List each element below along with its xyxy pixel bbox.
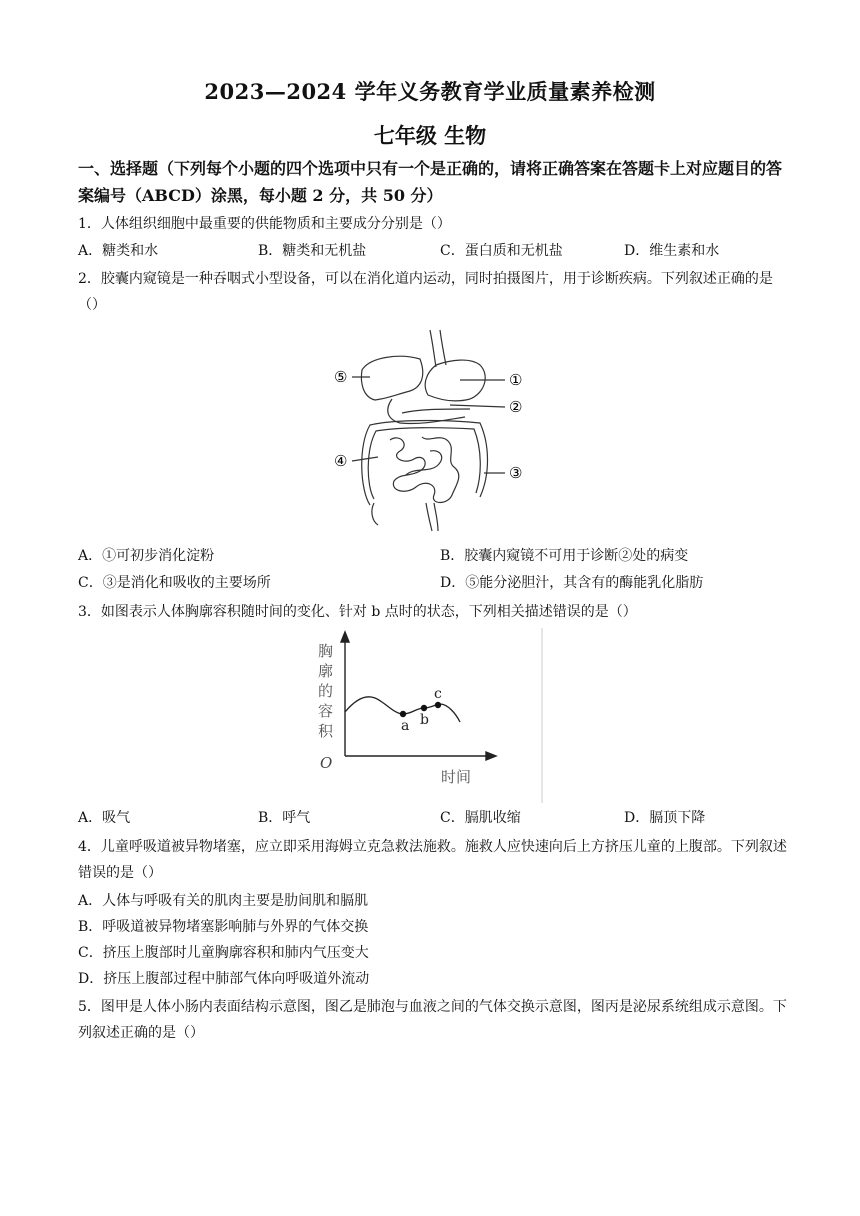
ylabel-c3: 的 — [318, 682, 334, 700]
point-a-label: a — [401, 718, 410, 734]
q4-option-c[interactable]: C．挤压上腹部时儿童胸廓容积和肺内气压变大 — [78, 945, 369, 961]
label-1: ① — [509, 371, 523, 389]
q1-option-c[interactable]: C．蛋白质和无机盐 — [440, 243, 563, 259]
q2-option-a[interactable]: A．①可初步消化淀粉 — [78, 548, 215, 564]
question-2-stem: 2．胶囊内窥镜是一种吞咽式小型设备，可以在消化道内运动，同时拍摄图片，用于诊断疾病。下列叙述正确的是（） — [78, 271, 773, 313]
question-4-stem: 4．儿童呼吸道被异物堵塞，应立即采用海姆立克急救法施救。施救人应快速向后上方挤压儿童的上腹部。下列叙述错误的是（） — [78, 839, 787, 881]
ylabel-c5: 积 — [318, 722, 334, 740]
q3-option-b[interactable]: B．呼气 — [258, 810, 311, 826]
svg-text:胸 廓 的 容 积 — [318, 642, 338, 740]
ylabel-c2: 廓 — [318, 662, 334, 680]
q3-option-c[interactable]: C．膈肌收缩 — [440, 810, 521, 826]
q2-option-b[interactable]: B．胶囊内窥镜不可用于诊断②处的病变 — [440, 548, 689, 564]
q4-option-b[interactable]: B．呼吸道被异物堵塞影响肺与外界的气体交换 — [78, 919, 369, 935]
q2-option-d[interactable]: D．⑤能分泌胆汁，其含有的酶能乳化脂肪 — [440, 575, 704, 591]
point-b-label: b — [420, 712, 429, 728]
ylabel-c1: 胸 — [318, 642, 334, 660]
q1-option-b[interactable]: B．糖类和无机盐 — [258, 243, 367, 259]
ylabel-c4: 容 — [318, 702, 334, 720]
point-c — [435, 702, 441, 708]
q1-option-d[interactable]: D．维生素和水 — [624, 243, 720, 259]
label-5: ⑤ — [334, 368, 348, 386]
point-a — [400, 711, 406, 717]
digestive-system-diagram — [330, 325, 530, 535]
question-3-stem: 3．如图表示人体胸廓容积随时间的变化、针对 b 点时的状态，下列相关描述错误的是（） — [78, 604, 637, 620]
label-2: ② — [509, 398, 523, 416]
q3-option-a[interactable]: A．吸气 — [78, 810, 131, 826]
exam-subtitle: 七年级 生物 — [373, 123, 487, 148]
exam-title: 2023—2024 学年义务教育学业质量素养检测 — [204, 79, 656, 104]
point-c-label: c — [434, 686, 442, 702]
chest-volume-graph — [310, 628, 545, 803]
section-heading: 一、选择题（下列每个小题的四个选项中只有一个是正确的，请将正确答案在答题卡上对应题目的答案编号（ABCD）涂黑，每小题 2 分，共 50 分） — [78, 159, 783, 205]
label-3: ③ — [509, 464, 523, 482]
q4-option-d[interactable]: D．挤压上腹部过程中肺部气体向呼吸道外流动 — [78, 971, 370, 987]
liver-shape — [361, 356, 422, 400]
point-b — [421, 705, 427, 711]
q2-option-c[interactable]: C．③是消化和吸收的主要场所 — [78, 575, 271, 591]
question-1-stem: 1．人体组织细胞中最重要的供能物质和主要成分分别是（） — [78, 216, 451, 232]
q1-option-a[interactable]: A．糖类和水 — [78, 243, 159, 259]
q3-option-d[interactable]: D．膈顶下降 — [624, 810, 706, 826]
label-4: ④ — [334, 452, 348, 470]
origin-label: O — [320, 754, 333, 772]
q4-option-a[interactable]: A．人体与呼吸有关的肌肉主要是肋间肌和膈肌 — [78, 893, 369, 909]
question-5-stem: 5．图甲是人体小肠内表面结构示意图，图乙是肺泡与血液之间的气体交换示意图，图丙是泌尿系统组成示意图。下列叙述正确的是（） — [78, 999, 787, 1041]
xlabel: 时间 — [441, 768, 472, 786]
